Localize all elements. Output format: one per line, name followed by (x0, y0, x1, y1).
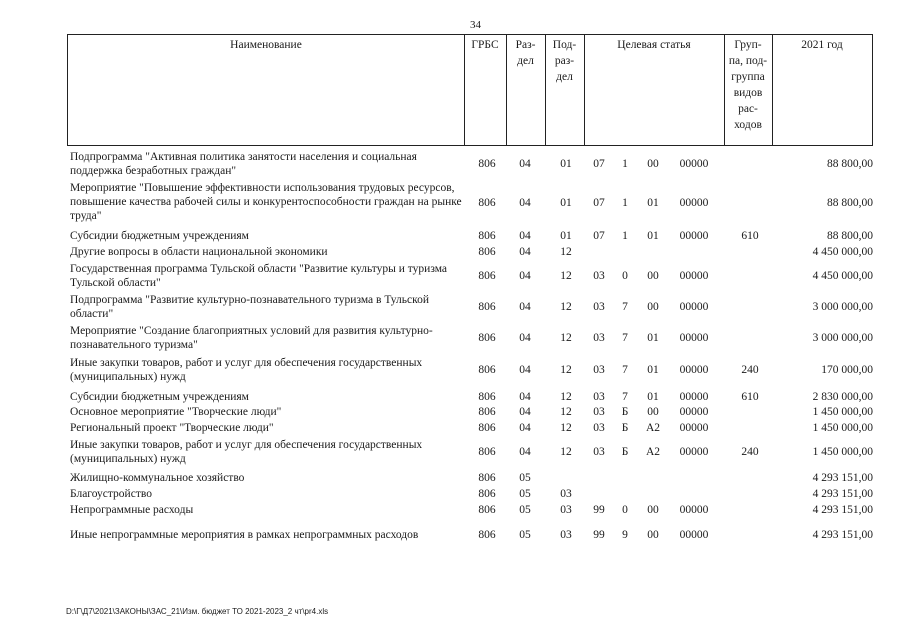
row-amount: 4 450 000,00 (812, 270, 873, 282)
row-t1: 07 (593, 197, 605, 209)
row-amount: 1 450 000,00 (812, 422, 873, 434)
row-grbs: 806 (478, 446, 496, 458)
row-t1: 03 (593, 332, 605, 344)
table-row (0, 421, 905, 435)
row-pr: 12 (560, 446, 572, 458)
row-amount: 4 293 151,00 (812, 504, 873, 516)
row-t1: 03 (593, 446, 605, 458)
row-t4: 00000 (679, 158, 709, 170)
row-t3: А2 (645, 446, 661, 458)
row-grbs: 806 (478, 158, 496, 170)
table-row (0, 150, 905, 178)
row-name: Жилищно-коммунальное хозяйство (70, 472, 245, 484)
row-t2: 1 (622, 230, 628, 242)
row-t4: 00000 (679, 270, 709, 282)
row-t3: 00 (647, 529, 659, 541)
row-name: Мероприятие "Повышение эффективности использования трудовых ресурсов, повышение качества рабочей силы и конкурентоспособности граждан на рынке труда" (70, 182, 462, 222)
row-name: Иные закупки товаров, работ и услуг для обеспечения государственных (муниципальных) нужд (70, 357, 423, 383)
row-pr: 12 (560, 332, 572, 344)
row-t2: Б (621, 422, 629, 434)
row-t2: 7 (622, 391, 628, 403)
row-grbs: 806 (478, 364, 496, 376)
row-t4: 00000 (679, 422, 709, 434)
row-amount: 170 000,00 (821, 364, 873, 376)
row-amount: 88 800,00 (827, 158, 873, 170)
row-grbs: 806 (478, 230, 496, 242)
row-t4: 00000 (679, 230, 709, 242)
row-t1: 99 (593, 529, 605, 541)
row-name: Региональный проект "Творческие люди" (70, 422, 274, 434)
table-header (67, 34, 873, 146)
row-t2: 1 (622, 197, 628, 209)
row-t3: 01 (647, 197, 659, 209)
row-t3: 00 (647, 301, 659, 313)
row-t4: 00000 (679, 391, 709, 403)
row-t2: 0 (622, 504, 628, 516)
row-grbs: 806 (478, 246, 496, 258)
row-t1: 03 (593, 364, 605, 376)
row-amount: 3 000 000,00 (812, 301, 873, 313)
row-t3: 01 (647, 364, 659, 376)
row-t3: 00 (647, 504, 659, 516)
table-row (0, 229, 905, 243)
row-name: Мероприятие "Создание благоприятных условий для развития культурно-познавательного туризма" (70, 325, 433, 351)
row-name: Субсидии бюджетным учреждениям (70, 391, 249, 403)
row-t2: 7 (622, 332, 628, 344)
row-t4: 00000 (679, 332, 709, 344)
row-amount: 4 293 151,00 (812, 488, 873, 500)
header-expense-group: Груп- па, под- группа видов рас- ходов (728, 39, 768, 131)
row-vr: 240 (741, 364, 759, 376)
row-rz: 04 (519, 364, 531, 376)
row-rz: 05 (519, 472, 531, 484)
table-row (0, 245, 905, 259)
row-pr: 03 (560, 504, 572, 516)
table-row (0, 405, 905, 419)
row-t2: 9 (622, 529, 628, 541)
row-grbs: 806 (478, 529, 496, 541)
row-amount: 3 000 000,00 (812, 332, 873, 344)
table-row (0, 324, 905, 352)
table-row (0, 528, 905, 542)
row-rz: 04 (519, 270, 531, 282)
row-t4: 00000 (679, 197, 709, 209)
row-t2: 7 (622, 364, 628, 376)
table-row (0, 487, 905, 501)
row-t4: 00000 (679, 301, 709, 313)
header-grbs: ГРБС (471, 39, 499, 51)
table-row (0, 438, 905, 466)
row-pr: 01 (560, 230, 572, 242)
row-grbs: 806 (478, 472, 496, 484)
row-rz: 04 (519, 446, 531, 458)
row-amount: 1 450 000,00 (812, 446, 873, 458)
row-t2: 0 (622, 270, 628, 282)
row-rz: 05 (519, 488, 531, 500)
table-row (0, 181, 905, 225)
row-pr: 12 (560, 301, 572, 313)
row-name: Другие вопросы в области национальной экономики (70, 246, 328, 258)
row-pr: 03 (560, 529, 572, 541)
row-t3: 01 (647, 391, 659, 403)
row-vr: 610 (741, 391, 759, 403)
row-pr: 12 (560, 246, 572, 258)
row-rz: 04 (519, 422, 531, 434)
row-amount: 4 450 000,00 (812, 246, 873, 258)
header-name: Наименование (230, 39, 302, 51)
row-grbs: 806 (478, 270, 496, 282)
row-rz: 04 (519, 158, 531, 170)
row-t1: 03 (593, 422, 605, 434)
row-pr: 12 (560, 391, 572, 403)
row-rz: 04 (519, 197, 531, 209)
row-amount: 1 450 000,00 (812, 406, 873, 418)
row-rz: 05 (519, 504, 531, 516)
row-t4: 00000 (679, 446, 709, 458)
row-t1: 03 (593, 270, 605, 282)
row-t4: 00000 (679, 364, 709, 376)
row-t3: А2 (645, 422, 661, 434)
row-pr: 12 (560, 364, 572, 376)
row-name: Основное мероприятие "Творческие люди" (70, 406, 282, 418)
row-rz: 04 (519, 301, 531, 313)
row-name: Благоустройство (70, 488, 152, 500)
row-t1: 03 (593, 391, 605, 403)
row-grbs: 806 (478, 391, 496, 403)
row-grbs: 806 (478, 488, 496, 500)
row-rz: 04 (519, 246, 531, 258)
file-path: D:\Г\Д7\2021\ЗАКОНЫ\ЗАС_21\Изм. бюджет ТО 2021-2023_2 чт\pr4.xls (66, 607, 329, 616)
row-t3: 00 (647, 270, 659, 282)
header-target-article: Целевая статья (617, 39, 691, 51)
page-number: 34 (470, 19, 481, 31)
row-t4: 00000 (679, 406, 709, 418)
row-pr: 12 (560, 406, 572, 418)
table-row (0, 471, 905, 485)
row-vr: 610 (741, 230, 759, 242)
row-t1: 07 (593, 158, 605, 170)
row-amount: 88 800,00 (827, 197, 873, 209)
row-grbs: 806 (478, 422, 496, 434)
row-grbs: 806 (478, 197, 496, 209)
row-rz: 05 (519, 529, 531, 541)
row-name: Иные непрограммные мероприятия в рамках непрограммных расходов (70, 529, 419, 541)
table-row (0, 390, 905, 404)
row-pr: 12 (560, 422, 572, 434)
row-grbs: 806 (478, 504, 496, 516)
row-t1: 99 (593, 504, 605, 516)
row-rz: 04 (519, 391, 531, 403)
row-t4: 00000 (679, 529, 709, 541)
row-t2: 1 (622, 158, 628, 170)
row-t3: 00 (647, 406, 659, 418)
header-razdel: Раз- дел (515, 39, 536, 67)
row-grbs: 806 (478, 301, 496, 313)
row-pr: 01 (560, 158, 572, 170)
row-name: Непрограммные расходы (70, 504, 194, 516)
row-amount: 88 800,00 (827, 230, 873, 242)
row-t2: 7 (622, 301, 628, 313)
table-row (0, 356, 905, 384)
row-name: Государственная программа Тульской области "Развитие культуры и туризма Тульской области" (70, 263, 448, 289)
row-t2: Б (621, 406, 629, 418)
row-name: Иные закупки товаров, работ и услуг для обеспечения государственных (муниципальных) нужд (70, 439, 423, 465)
table-row (0, 293, 905, 321)
row-t1: 03 (593, 406, 605, 418)
row-rz: 04 (519, 332, 531, 344)
row-name: Субсидии бюджетным учреждениям (70, 230, 249, 242)
row-amount: 2 830 000,00 (812, 391, 873, 403)
row-amount: 4 293 151,00 (812, 529, 873, 541)
row-vr: 240 (741, 446, 759, 458)
row-t3: 00 (647, 158, 659, 170)
row-pr: 12 (560, 270, 572, 282)
row-t4: 00000 (679, 504, 709, 516)
row-name: Подпрограмма "Развитие культурно-познавательного туризма в Тульской области" (70, 294, 430, 320)
row-t1: 03 (593, 301, 605, 313)
header-year: 2021 год (801, 39, 843, 51)
row-grbs: 806 (478, 332, 496, 344)
row-name: Подпрограмма "Активная политика занятости населения и социальная поддержка безработных граждан" (70, 151, 417, 177)
row-rz: 04 (519, 406, 531, 418)
row-t3: 01 (647, 230, 659, 242)
header-podrazdel: Под- раз- дел (552, 39, 577, 83)
row-t1: 07 (593, 230, 605, 242)
table-row (0, 503, 905, 517)
row-t3: 01 (647, 332, 659, 344)
row-rz: 04 (519, 230, 531, 242)
table-row (0, 262, 905, 290)
row-amount: 4 293 151,00 (812, 472, 873, 484)
row-t2: Б (621, 446, 629, 458)
row-pr: 01 (560, 197, 572, 209)
row-pr: 03 (560, 488, 572, 500)
row-grbs: 806 (478, 406, 496, 418)
